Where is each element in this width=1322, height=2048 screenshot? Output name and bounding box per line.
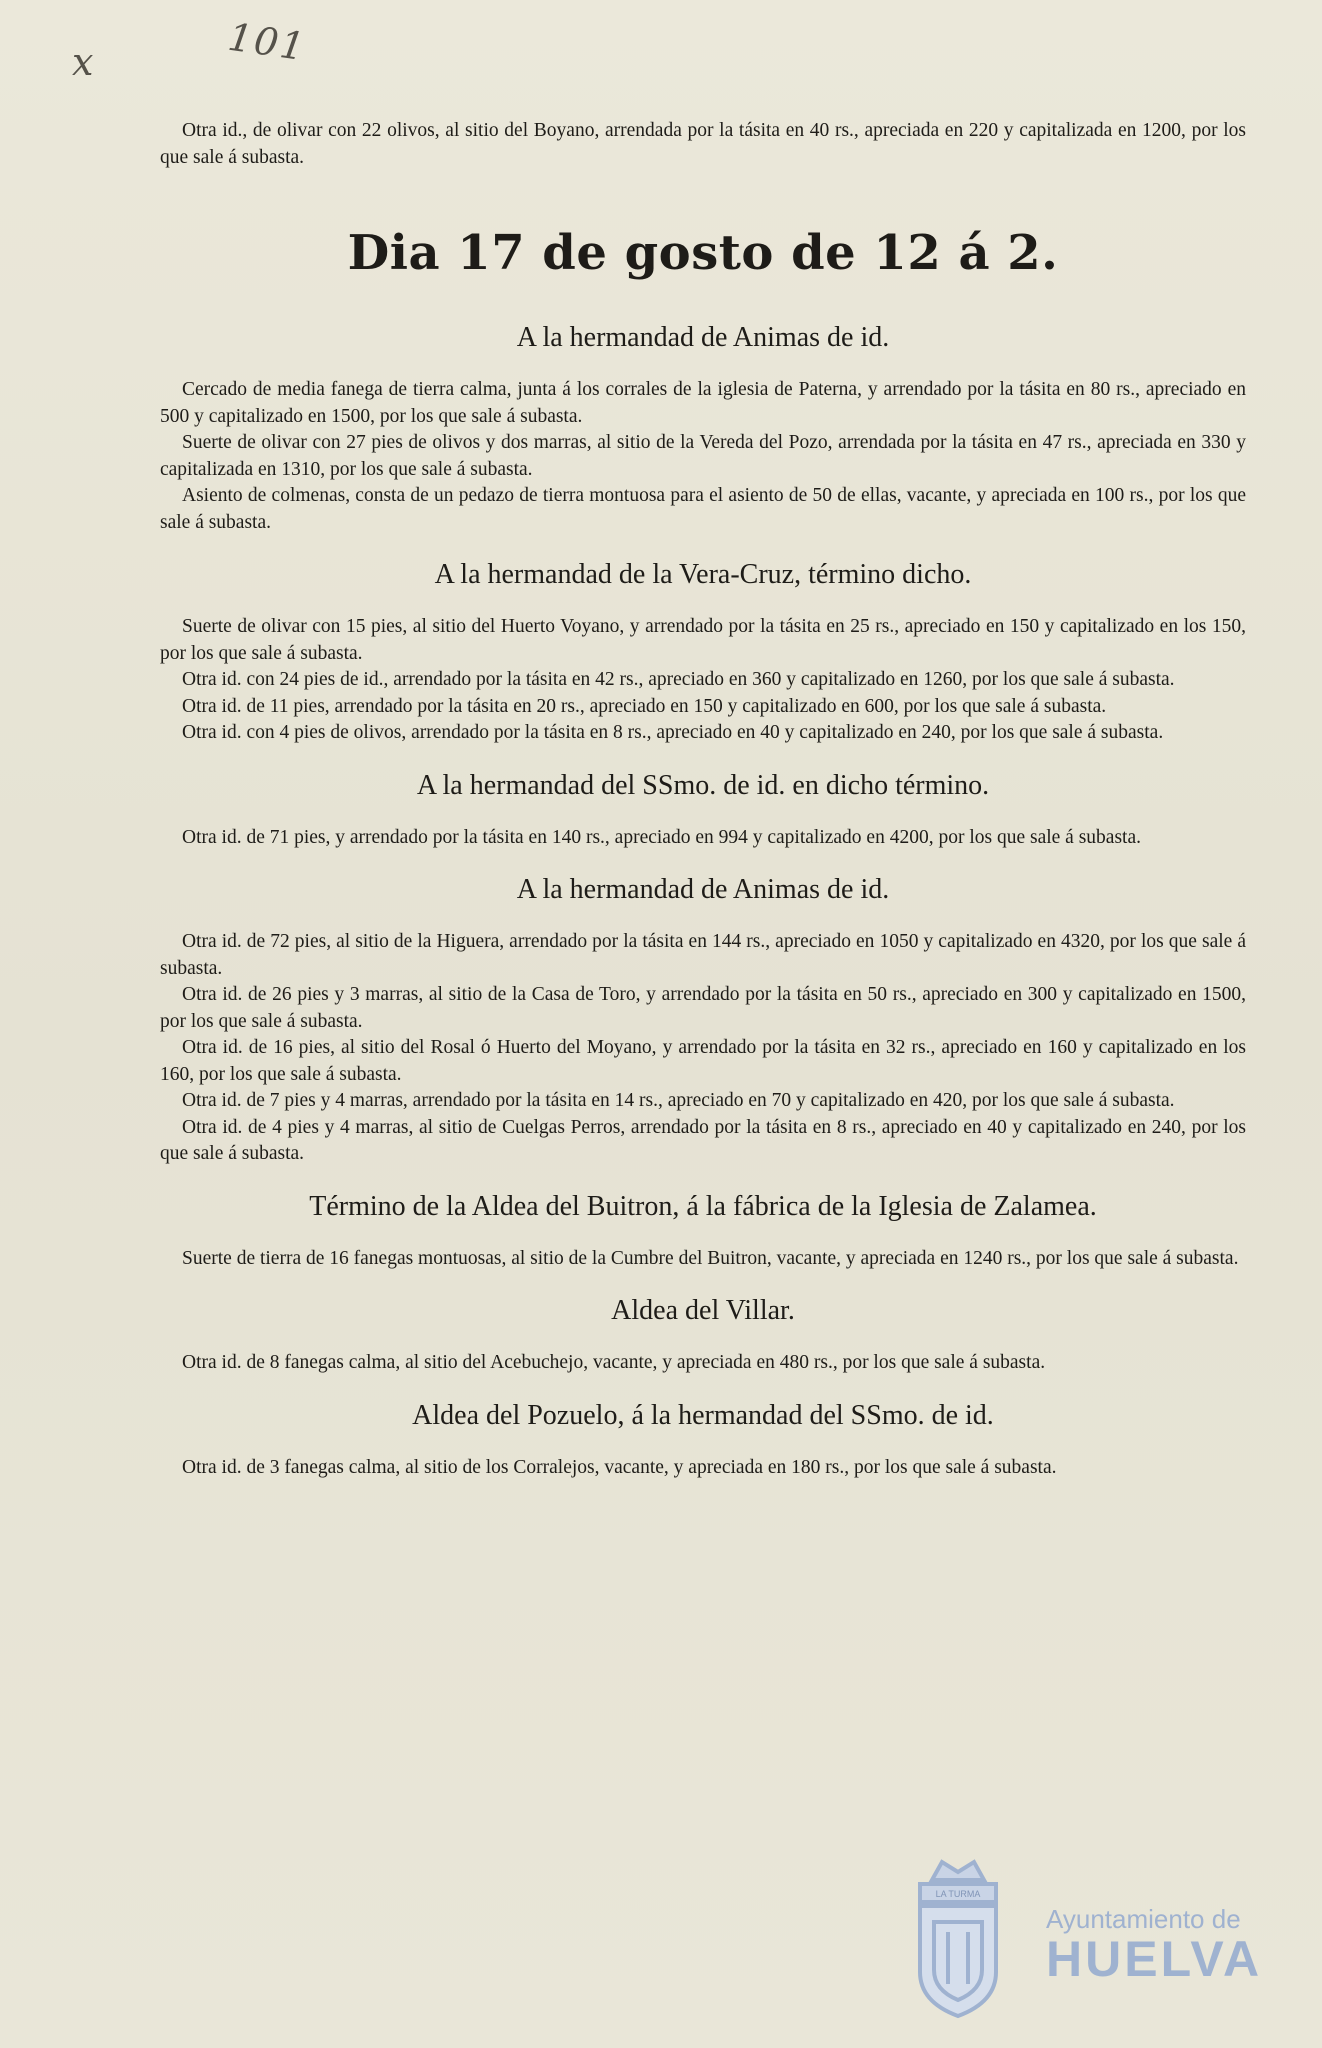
- section-animas-2: [160, 873, 1246, 1168]
- section-paragraph: Otra id. de 11 pies, arrendado por la tásita en 20 rs., apreciado en 150 y capitalizado en 600, por los que sale á subasta.: [182, 695, 1107, 717]
- section-paragraph: Otra id. de 3 fanegas calma, al sitio de los Corralejos, vacante, y apreciada en 180 rs., por los que sale á subasta.: [182, 1456, 1057, 1478]
- document-body: [160, 118, 1246, 1481]
- section-paragraph: Otra id. de 71 pies, y arrendado por la tásita en 140 rs., apreciado en 994 y capitalizado en 4200, por los que sale á subasta.: [182, 826, 1141, 848]
- section-paragraph: Otra id. de 4 pies y 4 marras, al sitio de Cuelgas Perros, arrendado por la tásita en 8 rs., apreciado en 40 y capitalizado en 240, por los que sale á subasta.: [160, 1116, 1246, 1164]
- intro-paragraph: Otra id., de olivar con 22 olivos, al sitio del Boyano, arrendada por la tásita en 40 rs., apreciada en 220 y capitalizada en 1200, por los que sale á subasta.: [160, 120, 1246, 168]
- section-ssmo: [160, 769, 1246, 852]
- section-paragraph: Otra id. con 24 pies de id., arrendado por la tásita en 42 rs., apreciado en 360 y capitalizado en 1260, por los que sale á subasta.: [182, 669, 1175, 690]
- section-paragraph: Suerte de olivar con 15 pies, al sitio del Huerto Voyano, y arrendado por la tásita en 25 rs., apreciado en 150 y capitalizado en los 150, por los que sale á subasta.: [160, 616, 1246, 664]
- coat-of-arms-icon: [912, 1852, 1004, 2020]
- section-heading: A la hermandad del SSmo. de id. en dicho término.: [416, 769, 990, 801]
- section-vera-cruz: [160, 558, 1246, 747]
- section-heading: A la hermandad de la Vera-Cruz, término dicho.: [434, 559, 972, 590]
- section-paragraph: Cercado de media fanega de tierra calma, junta á los corrales de la iglesia de Paterna, y arrendado por la tásita en 80 rs., apreciado en 500 y capitalizado en 1500, por los que sale á subasta.: [160, 379, 1246, 427]
- section-paragraph: Asiento de colmenas, consta de un pedazo de tierra montuosa para el asiento de 50 de ellas, vacante, y apreciada en 100 rs., por los que sale á subasta.: [160, 485, 1246, 533]
- section-paragraph: Suerte de tierra de 16 fanegas montuosas, al sitio de la Cumbre del Buitron, vacante, y apreciada en 1240 rs., por los que sale á subasta.: [182, 1247, 1239, 1269]
- section-heading: A la hermandad de Animas de id.: [516, 322, 890, 353]
- section-buitron: [160, 1190, 1246, 1273]
- section-paragraph: Otra id. de 72 pies, al sitio de la Higuera, arrendado por la tásita en 144 rs., apreciado en 1050 y capitalizado en 4320, por los que sale á subasta.: [160, 931, 1246, 979]
- section-heading: A la hermandad de Animas de id.: [516, 874, 890, 905]
- section-paragraph: Otra id. de 26 pies y 3 marras, al sitio de la Casa de Toro, y arrendado por la tásita en 50 rs., apreciado en 300 y capitalizado en 1500, por los que sale á subasta.: [160, 984, 1246, 1032]
- section-heading: Término de la Aldea del Buitron, á la fábrica de la Iglesia de Zalamea.: [309, 1190, 1097, 1222]
- section-heading: Aldea del Pozuelo, á la hermandad del SSmo. de id.: [412, 1399, 994, 1431]
- pencil-mark-x: x: [72, 40, 96, 84]
- section-villar: [160, 1294, 1246, 1377]
- section-heading: Aldea del Villar.: [611, 1295, 795, 1326]
- section-pozuelo: [160, 1399, 1246, 1482]
- shield-label: LA TURMA: [935, 1889, 981, 1899]
- section-paragraph: Otra id. con 4 pies de olivos, arrendado por la tásita en 8 rs., apreciado en 40 y capitalizado en 240, por los que sale á subasta.: [182, 722, 1164, 743]
- section-paragraph: Otra id. de 16 pies, al sitio del Rosal ó Huerto del Moyano, y arrendado por la tásita en 32 rs., apreciado en 160 y capitalizado en los 160, por los que sale á subasta.: [160, 1037, 1246, 1085]
- section-paragraph: Otra id. de 8 fanegas calma, al sitio del Acebuchejo, vacante, y apreciada en 480 rs., por los que sale á subasta.: [182, 1352, 1046, 1373]
- section-paragraph: Otra id. de 7 pies y 4 marras, arrendado por la tásita en 14 rs., apreciado en 70 y capitalizado en 420, por los que sale á subasta.: [182, 1090, 1175, 1111]
- watermark-line-2: HUELVA: [1046, 1931, 1263, 1987]
- section-animas-1: [160, 321, 1246, 536]
- section-paragraph: Suerte de olivar con 27 pies de olivos y dos marras, al sitio de la Vereda del Pozo, arrendada por la tásita en 47 rs., apreciada en 330 y capitalizada en 1310, por los que sale á subasta.: [160, 432, 1246, 480]
- pencil-mark-number: 101: [225, 14, 310, 70]
- watermark-line-1: Ayuntamiento de: [1046, 1904, 1241, 1934]
- day-heading: Dia 17 de gosto de 12 á 2.: [347, 225, 1059, 281]
- huelva-watermark: [900, 1848, 1290, 2028]
